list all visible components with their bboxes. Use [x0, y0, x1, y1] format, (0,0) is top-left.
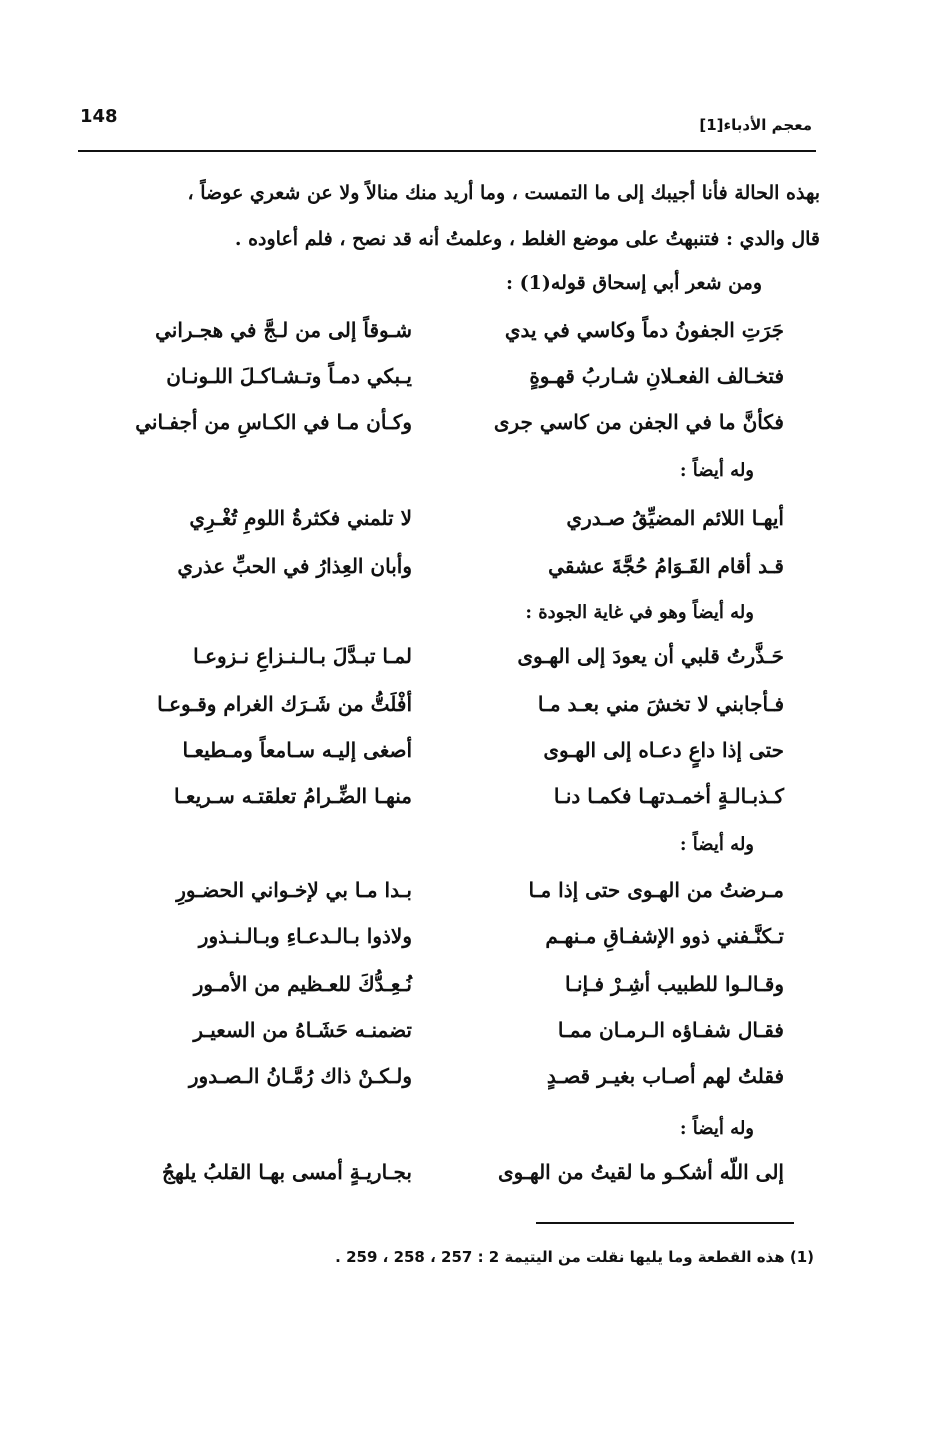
prose-line: بهذه الحالة فأنا أجيبك إلى ما التمست ، وما أريد منك منالاً ولا عن شعري عوضاً ،: [187, 182, 820, 204]
section-intro: وله أيضاً :: [679, 1118, 754, 1139]
verse-first-hemistich: أيهـا اللائم المضيِّقُ صـدري: [566, 506, 784, 530]
verse-line: [0, 1160, 932, 1204]
verse-second-hemistich: يـبكي دمـاً وتـشـاكـلَ اللـونـان: [166, 364, 412, 388]
verse-second-hemistich: ولـكـنْ ذاك رُمَّـانُ الـصـدور: [188, 1064, 412, 1088]
footnote-rule: [536, 1222, 794, 1224]
verse-line: [0, 318, 932, 362]
verse-line: [0, 878, 932, 922]
verse-line: [0, 410, 932, 454]
prose-line: قال والدي : فتنبهتُ على موضع الغلط ، وعلمتُ أنه قد نصح ، فلم أعاوده .: [234, 228, 820, 250]
verse-first-hemistich: حَـذَّرتُ قلبي أن يعودَ إلى الهـوى: [517, 644, 784, 668]
running-head: معجم الأدباء[1]: [699, 116, 812, 134]
verse-line: [0, 784, 932, 828]
verse-second-hemistich: بـدا مـا بي لإخـواني الحضـورِ: [176, 878, 412, 902]
verse-second-hemistich: وأبان العِذارُ في الحبِّ عذري: [177, 554, 412, 578]
verse-line: [0, 644, 932, 688]
verse-first-hemistich: فـأجابني لا تخشَ مني بعـد مـا: [537, 692, 784, 716]
verse-first-hemistich: إلى اللّه أشكـو ما لقيتُ من الهـوى: [498, 1160, 784, 1184]
verse-first-hemistich: قـد أقام القَـوَامُ حُجَّةَ عشقي: [548, 554, 784, 578]
verse-first-hemistich: وقـالـوا للطبيب أشِـرْ فـإنـا: [565, 972, 784, 996]
verse-first-hemistich: فتخـالف الفعـلانِ شـاربُ قهـوةٍ: [529, 364, 784, 388]
verse-line: [0, 554, 932, 598]
verse-first-hemistich: كـذبـالـةٍ أخمـدتهـا فكمـا دنـا: [553, 784, 784, 808]
verse-first-hemistich: حتى إذا داعٍ دعـاه إلى الهـوى: [543, 738, 784, 762]
verse-second-hemistich: ولاذوا بـالـدعـاءِ وبـالـنـذور: [198, 924, 412, 948]
verse-second-hemistich: وكـأن مـا في الكـاسِ من أجفـاني: [135, 410, 412, 434]
section-intro: وله أيضاً وهو في غاية الجودة :: [525, 602, 754, 623]
page-number: 148: [80, 106, 118, 127]
verse-line: [0, 924, 932, 968]
section-intro: وله أيضاً :: [679, 834, 754, 855]
verse-second-hemistich: أصغى إليـه سـامعاً ومـطيعـا: [182, 738, 412, 762]
verse-line: [0, 1064, 932, 1108]
verse-second-hemistich: لا تلمني فكثرةُ اللومِ تُغْـرِي: [189, 506, 412, 530]
verse-second-hemistich: شـوقاً إلى من لـجَّ في هجـراني: [155, 318, 412, 342]
verse-first-hemistich: فقـال شفـاؤه الـرمـان ممـا: [557, 1018, 784, 1042]
verse-line: [0, 692, 932, 736]
verse-second-hemistich: تضمنـه حَشَـاهُ من السعيـر: [193, 1018, 412, 1042]
verse-second-hemistich: منهـا الضِّـرامُ تعلقتـه سـريعـا: [173, 784, 412, 808]
verse-first-hemistich: فكأنَّ ما في الجفن من كاسي جرى: [493, 410, 784, 434]
verse-first-hemistich: تـكنَّـفني ذوو الإشفـاقِ مـنهـم: [545, 924, 784, 948]
verse-line: [0, 1018, 932, 1062]
verse-first-hemistich: مـرضتُ من الهـوى حتى إذا مـا: [528, 878, 784, 902]
verse-line: [0, 364, 932, 408]
verse-line: [0, 972, 932, 1016]
footnote: (1) هذه القطعة وما يليها نقلت من اليتيمة 2 : 257 ، 258 ، 259 .: [335, 1248, 814, 1266]
verse-second-hemistich: بجـاريـةٍ أمسى بهـا القلبُ يلهجُ: [162, 1160, 412, 1184]
verse-first-hemistich: فقلتُ لهم أصـاب بغيـر قصـدٍ: [546, 1064, 784, 1088]
header-rule: [78, 150, 816, 152]
verse-first-hemistich: جَرَتِ الجفونُ دماً وكاسي في يدي: [504, 318, 784, 342]
verse-second-hemistich: أفْلَتُّ من شَـرَك الغرام وقـوعـا: [157, 692, 412, 716]
section-intro: وله أيضاً :: [679, 460, 754, 481]
verse-line: [0, 738, 932, 782]
verse-second-hemistich: نُـعِـدُّكَ للعـظيم من الأمـور: [193, 972, 412, 996]
verse-second-hemistich: لمـا تبـدَّلَ بـالـنـزاعِ نـزوعـا: [193, 644, 412, 668]
verse-line: [0, 506, 932, 550]
prose-line: ومن شعر أبي إسحاق قوله(1) :: [506, 272, 762, 294]
